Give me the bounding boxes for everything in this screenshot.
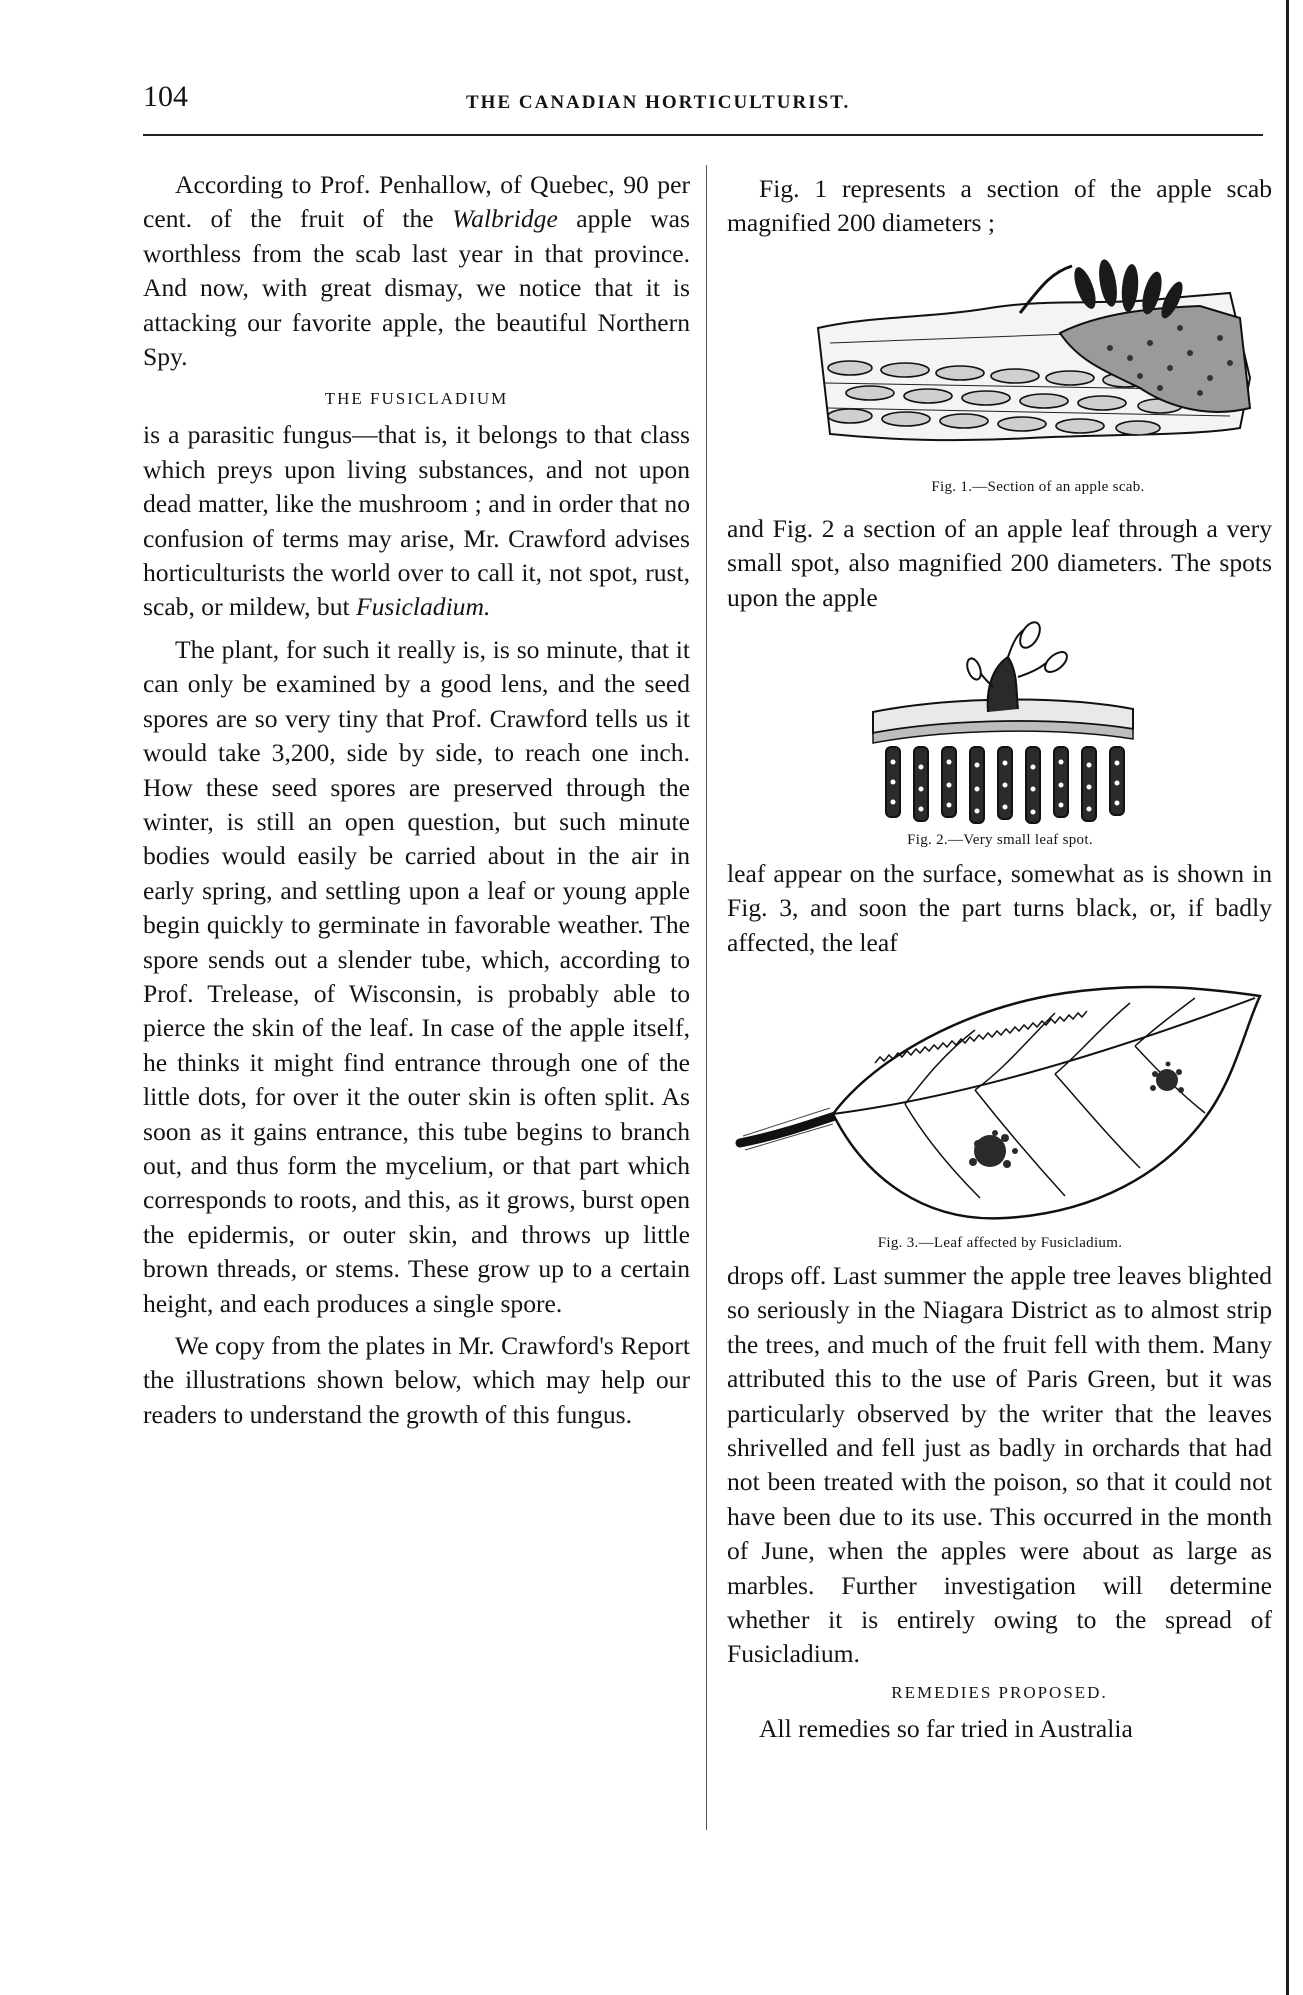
figure-3-affected-leaf xyxy=(735,968,1280,1233)
left-column xyxy=(143,168,690,1432)
figure-2-caption: Fig. 2.—Very small leaf spot. xyxy=(907,832,1093,848)
figure-1-caption: Fig. 1.—Section of an apple scab. xyxy=(931,479,1145,495)
subhead-remedies: REMEDIES PROPOSED. xyxy=(891,1682,1108,1702)
column-divider xyxy=(706,165,707,1830)
running-title: THE CANADIAN HORTICULTURIST. xyxy=(466,92,851,113)
paragraph-parasitic-fungus: is a parasitic fungus—that is, it belongs to that class which preys upon living substances, and not upon dead matter, like the mushroom ; and in order that no confusion of terms may arise, Mr. Crawford advises horticulturists the world over to call it, not spot, rust, scab, or mildew, but Fusicladium. xyxy=(143,420,690,622)
right-paragraph-fig2-intro: and Fig. 2 a section of an apple leaf through a very small spot, also magnified 200 diameters. The spots upon the apple xyxy=(727,514,1272,612)
figure-2-leaf-spot xyxy=(868,617,1138,842)
paragraph-illustrations: We copy from the plates in Mr. Crawford's Report the illustrations shown below, which may help our readers to understand the growth of this fungus. xyxy=(143,1331,690,1429)
right-paragraph-fig3-intro: leaf appear on the surface, somewhat as is shown in Fig. 3, and soon the part turns black, or, if badly affected, the leaf xyxy=(727,859,1272,957)
page-edge-bar xyxy=(1286,0,1289,1995)
header-rule xyxy=(143,134,1263,136)
subhead-fusicladium: THE FUSICLADIUM xyxy=(324,389,509,409)
paragraph-niagara-blight: drops off. Last summer the apple tree leaves blighted so seriously in the Niagara District as to almost strip the trees, and much of the fruit fell with them. Many attributed this to the use of Paris Green, but it was particularly observed by the writer that the leaves shrivelled and fell just as badly in orchards that had not been treated with the poison, so that it could not have been due to its use. This occurred in the month of June, when the apples were about as large as marbles. Further investigation will determine whether it is entirely owing to the spread of Fusicladium. xyxy=(727,1261,1272,1669)
page-number: 104 xyxy=(143,80,188,113)
right-paragraph-fig1-intro: Fig. 1 represents a section of the apple scab magnified 200 diameters ; xyxy=(727,174,1272,238)
figure-1-apple-scab-section xyxy=(810,258,1280,463)
paragraph-walbridge: According to Prof. Penhallow, of Quebec, 90 per cent. of the fruit of the Walbridge apple was worthless from the scab last year in that province. And now, with great dismay, we notice that it is attacking our favorite apple, the beautiful Northern Spy. xyxy=(143,170,691,372)
figure-3-caption: Fig. 3.—Leaf affected by Fusicladium. xyxy=(877,1235,1123,1251)
paragraph-spores: The plant, for such it really is, is so minute, that it can only be examined by a good lens, and the seed spores are so very tiny that Prof. Crawford tells us it would take 3,200, side by side, to reach one inch. How these seed spores are preserved through the winter, is still an open question, but such minute bodies would easily be carried about in the air in early spring, and settling upon a leaf or young apple begin quickly to germinate in favorable weather. The spore sends out a slender tube, which, according to Prof. Trelease, of Wisconsin, is probably able to pierce the skin of the leaf. In case of the apple itself, he thinks it might find entrance through one of the little dots, for over it the outer skin is often split. As soon as it gains entrance, this tube begins to branch out, and thus form the mycelium, or that part which corresponds to roots, and this, as it grows, burst open the epidermis, or outer skin, and throws up little brown threads, or stems. These grow up to a certain height, and each produces a single spore. xyxy=(143,634,690,1318)
right-column-continued xyxy=(727,1259,1272,1746)
paragraph-remedies: All remedies so far tried in Australia xyxy=(759,1713,1133,1743)
